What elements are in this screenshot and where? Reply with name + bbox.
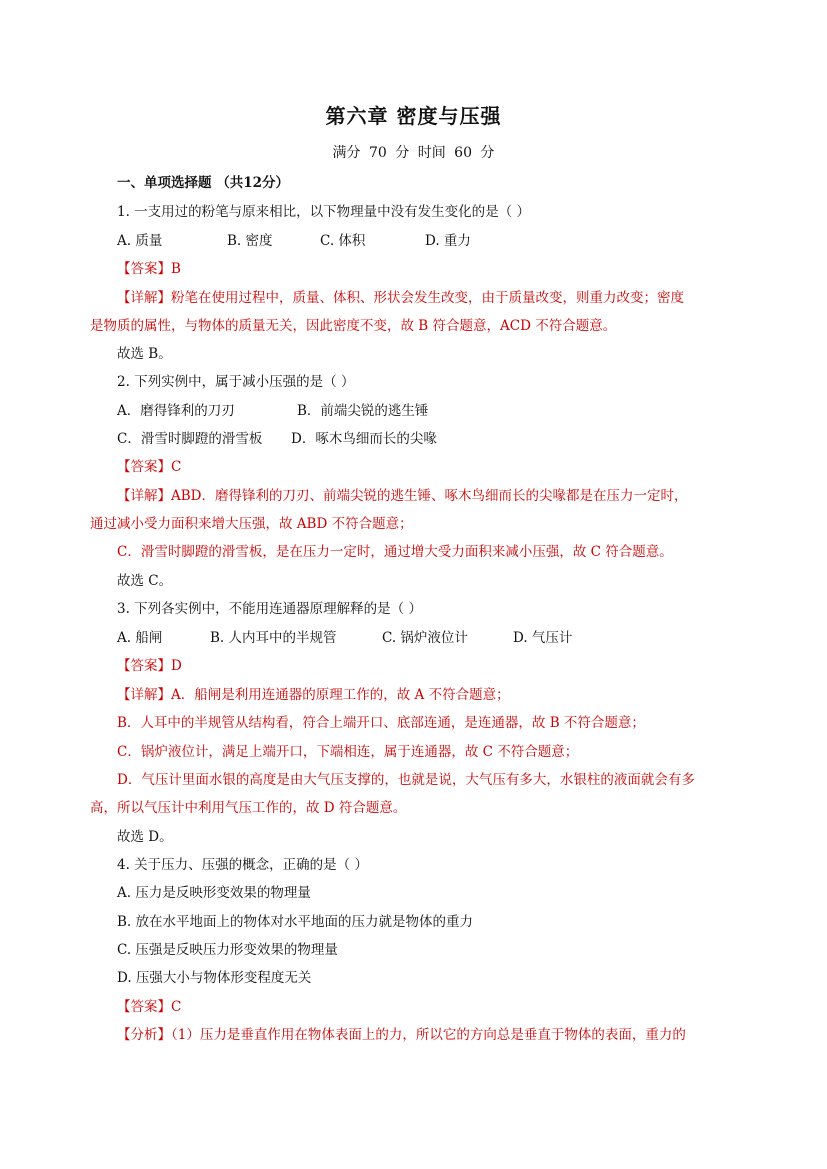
q1-options — [117, 231, 617, 251]
q2-detail-2: 通过减小受力面积来增大压强，故 ABD 不符合题意； — [90, 516, 413, 532]
q3-stem: 3. 下列各实例中，不能用连通器原理解释的是（ ） — [117, 601, 422, 617]
q2-stem: 2. 下列实例中，属于减小压强的是（ ） — [117, 374, 355, 390]
q2-options-row-1 — [117, 401, 617, 421]
q2-detail-3: C．滑雪时脚蹬的滑雪板，是在压力一定时，通过增大受力面积来减小压强，故 C 符合题意。 — [117, 544, 673, 560]
q2-options-row-2 — [117, 429, 617, 449]
page-subtitle: 满分 70 分 时间 60 分 — [332, 145, 495, 161]
q2-option-c: C．滑雪时脚蹬的滑雪板 — [117, 431, 263, 447]
q3-detail-1: 【详解】A．船闸是利用连通器的原理工作的，故 A 不符合题意； — [117, 687, 510, 703]
q3-option-a: A. 船闸 — [117, 630, 163, 646]
q2-answer: 【答案】C — [117, 459, 182, 475]
q2-option-a: A．磨得锋利的刀刃 — [117, 403, 235, 419]
q1-option-c: C. 体积 — [320, 233, 366, 249]
page-title: 第六章 密度与压强 — [325, 104, 502, 128]
q2-option-d: D．啄木鸟细而长的尖喙 — [291, 431, 437, 447]
q4-analysis-1: 【分析】（1）压力是垂直作用在物体表面上的力，所以它的方向总是垂直于物体的表面，重力的 — [117, 1027, 686, 1043]
q1-detail-1: 【详解】粉笔在使用过程中，质量、体积、形状会发生改变，由于质量改变，则重力改变；密度 — [117, 290, 684, 306]
q2-conclusion: 故选 C。 — [117, 573, 173, 589]
q1-detail-2: 是物质的属性，与物体的质量无关，因此密度不变，故 B 符合题意，ACD 不符合题意。 — [90, 318, 617, 334]
q4-option-d: D. 压强大小与物体形变程度无关 — [117, 970, 312, 986]
q1-option-b: B. 密度 — [227, 233, 273, 249]
q4-option-a: A. 压力是反映形变效果的物理量 — [117, 885, 311, 901]
q3-detail-2: B．人耳中的半规管从结构看，符合上端开口、底部连通，是连通器，故 B 不符合题意； — [117, 715, 645, 731]
q3-conclusion: 故选 D。 — [117, 829, 173, 845]
q4-option-b: B. 放在水平地面上的物体对水平地面的压力就是物体的重力 — [117, 914, 474, 930]
q3-option-d: D. 气压计 — [513, 630, 573, 646]
q1-conclusion: 故选 B。 — [117, 346, 172, 362]
q2-detail-1: 【详解】ABD．磨得锋利的刀刃、前端尖锐的逃生锤、啄木鸟细而长的尖喙都是在压力一定时， — [117, 488, 688, 504]
q3-detail-5: 高，所以气压计中利用气压工作的，故 D 符合题意。 — [90, 800, 407, 816]
q1-answer: 【答案】B — [117, 261, 181, 277]
section-heading: 一、单项选择题 （共12分） — [117, 175, 289, 191]
q3-option-b: B. 人内耳中的半规管 — [210, 630, 337, 646]
q3-detail-3: C．锅炉液位计，满足上端开口，下端相连，属于连通器，故 C 不符合题意； — [117, 744, 579, 760]
q3-answer: 【答案】D — [117, 658, 182, 674]
q4-answer: 【答案】C — [117, 999, 182, 1015]
q1-stem: 1. 一支用过的粉笔与原来相比，以下物理量中没有发生变化的是（ ） — [117, 204, 530, 220]
q1-option-a: A. 质量 — [117, 233, 163, 249]
q1-option-d: D. 重力 — [425, 233, 471, 249]
q4-option-c: C. 压强是反映压力形变效果的物理量 — [117, 942, 338, 958]
q2-option-b: B．前端尖锐的逃生锤 — [297, 403, 429, 419]
q3-option-c: C. 锅炉液位计 — [382, 630, 468, 646]
q4-stem: 4. 关于压力、压强的概念，正确的是（ ） — [117, 857, 368, 873]
q3-detail-4: D．气压计里面水银的高度是由大气压支撑的，也就是说，大气压有多大，水银柱的液面就会有多 — [117, 772, 695, 788]
q3-options — [117, 628, 637, 648]
